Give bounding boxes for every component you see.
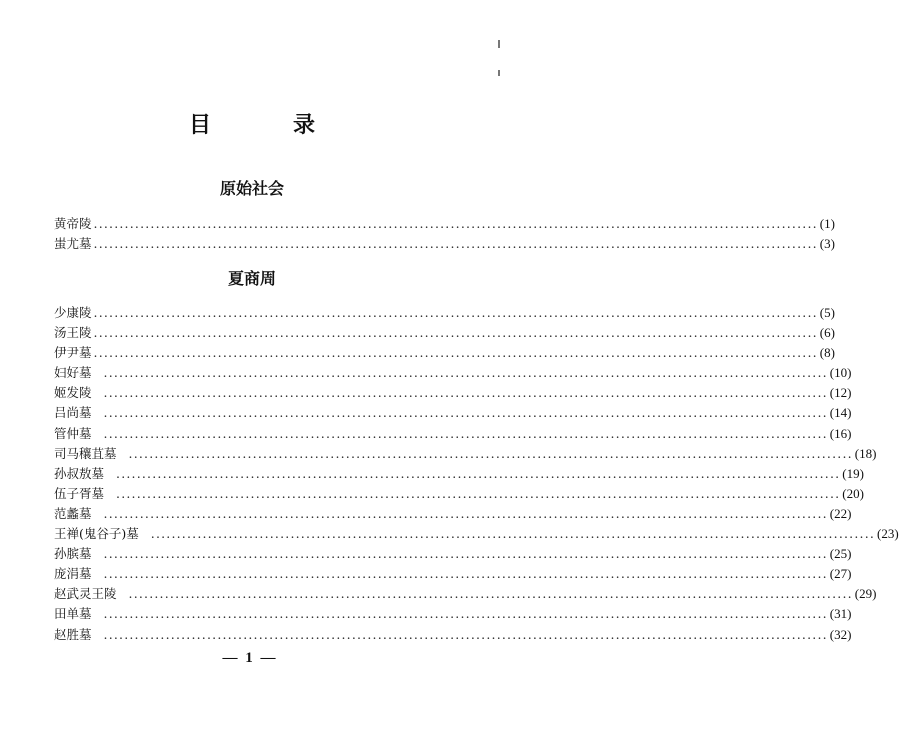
toc-entry-page-number: (18) bbox=[854, 445, 877, 461]
toc-entry-page-number: (5) bbox=[819, 305, 835, 320]
dot-leader: ............................................................................................................................................ bbox=[103, 425, 828, 441]
toc-entry-page-number: (16) bbox=[829, 425, 852, 441]
toc-entry-page-number: (10) bbox=[829, 365, 852, 381]
toc-entry[interactable] bbox=[54, 504, 852, 524]
toc-entry[interactable] bbox=[54, 544, 852, 564]
toc-entry-label: 伍子胥墓 bbox=[54, 485, 105, 501]
toc-entry[interactable] bbox=[54, 604, 852, 624]
toc-entry-label: 庞涓墓 bbox=[54, 566, 92, 582]
dot-leader: ............................................................................................................................................ bbox=[93, 325, 818, 341]
toc-entry-label: 汤王陵 bbox=[54, 325, 92, 341]
toc-list-xia-shang-zhou bbox=[54, 303, 899, 645]
dot-leader: ............................................................................................................................................ bbox=[103, 546, 828, 562]
toc-entry[interactable] bbox=[54, 303, 835, 323]
dot-leader: ............................................................................................................................................ bbox=[103, 405, 828, 421]
toc-entry-label: 伊尹墓 bbox=[54, 345, 92, 361]
page-number: — 1 — bbox=[222, 650, 278, 666]
toc-entry-page-number: (8) bbox=[819, 345, 835, 361]
toc-entry[interactable] bbox=[54, 625, 852, 645]
dot-leader: ............................................................................................................................................ bbox=[103, 606, 828, 622]
toc-entry-label: 王禅(鬼谷子)墓 bbox=[54, 526, 139, 542]
toc-entry-page-number: (12) bbox=[829, 385, 852, 401]
dot-leader: ............................................................................................................................................ bbox=[128, 586, 853, 602]
section-heading-xia-shang-zhou: 夏商周 bbox=[227, 269, 276, 288]
dot-leader: ............................................................................................................................................ bbox=[103, 626, 828, 642]
page-title: 目 录 bbox=[188, 113, 345, 138]
toc-entry[interactable] bbox=[54, 214, 835, 234]
toc-entry[interactable] bbox=[54, 584, 877, 604]
dot-leader: ............................................................................................................................................ bbox=[93, 345, 818, 361]
dot-leader: ............................................................................................................................................ bbox=[93, 236, 818, 252]
toc-entry-label: 管仲墓 bbox=[54, 425, 92, 441]
toc-entry[interactable] bbox=[54, 524, 899, 544]
toc-entry-label: 范蠡墓 bbox=[54, 505, 92, 521]
toc-entry-label: 孙叔敖墓 bbox=[54, 465, 105, 481]
toc-entry[interactable] bbox=[54, 234, 835, 254]
toc-entry[interactable] bbox=[54, 444, 877, 464]
dot-leader: ............................................................................................................................................ bbox=[103, 385, 828, 401]
toc-entry-page-number: (3) bbox=[819, 236, 835, 252]
toc-entry-page-number: (14) bbox=[829, 405, 852, 421]
toc-entry-label: 赵武灵王陵 bbox=[54, 586, 117, 602]
toc-entry-label: 少康陵 bbox=[54, 305, 92, 320]
dot-leader: ............................................................................................................................................ bbox=[128, 445, 853, 461]
toc-entry-page-number: (6) bbox=[819, 325, 835, 341]
section-heading-primitive-society: 原始社会 bbox=[219, 179, 284, 198]
toc-entry-page-number: (31) bbox=[829, 606, 852, 622]
toc-entry-label: 田单墓 bbox=[54, 606, 92, 622]
toc-entry-label: 黄帝陵 bbox=[54, 216, 92, 231]
dot-leader: ............................................................................................................................................ bbox=[103, 505, 828, 521]
toc-entry-page-number: (27) bbox=[829, 566, 852, 582]
toc-entry[interactable] bbox=[54, 383, 852, 403]
dot-leader: ............................................................................................................................................ bbox=[93, 305, 818, 320]
toc-entry-page-number: (22) bbox=[829, 505, 852, 521]
toc-entry[interactable] bbox=[54, 363, 852, 383]
toc-entry-page-number: (29) bbox=[854, 586, 877, 602]
toc-entry-label: 姬发陵 bbox=[54, 385, 92, 401]
toc-entry-label: 蚩尤墓 bbox=[54, 236, 92, 252]
toc-entry[interactable] bbox=[54, 484, 864, 504]
toc-entry-page-number: (23) bbox=[877, 526, 899, 542]
dot-leader: ............................................................................................................................................ bbox=[116, 485, 841, 501]
toc-entry[interactable] bbox=[54, 424, 852, 444]
edge-speck bbox=[498, 40, 500, 48]
toc-entry[interactable] bbox=[54, 564, 852, 584]
toc-entry[interactable] bbox=[54, 343, 835, 363]
toc-entry[interactable] bbox=[54, 403, 852, 423]
toc-entry-label: 赵胜墓 bbox=[54, 626, 92, 642]
toc-entry-label: 吕尚墓 bbox=[54, 405, 92, 421]
toc-entry-page-number: (32) bbox=[829, 626, 852, 642]
edge-speck bbox=[498, 70, 500, 76]
toc-entry-page-number: (25) bbox=[829, 546, 852, 562]
toc-entry-label: 司马穰苴墓 bbox=[54, 445, 117, 461]
dot-leader: ............................................................................................................................................ bbox=[150, 526, 876, 542]
toc-entry-label: 妇好墓 bbox=[54, 365, 92, 381]
toc-entry-label: 孙膑墓 bbox=[54, 546, 92, 562]
dot-leader: ............................................................................................................................................ bbox=[103, 365, 828, 381]
toc-list-primitive-society bbox=[54, 214, 835, 254]
dot-leader: ............................................................................................................................................ bbox=[93, 216, 818, 231]
toc-entry-page-number: (20) bbox=[842, 485, 864, 501]
toc-entry-page-number: (19) bbox=[842, 465, 864, 481]
toc-entry[interactable] bbox=[54, 323, 835, 343]
dot-leader: ............................................................................................................................................ bbox=[116, 465, 841, 481]
toc-entry-page-number: (1) bbox=[819, 216, 835, 231]
dot-leader: ............................................................................................................................................ bbox=[103, 566, 828, 582]
toc-entry[interactable] bbox=[54, 464, 864, 484]
